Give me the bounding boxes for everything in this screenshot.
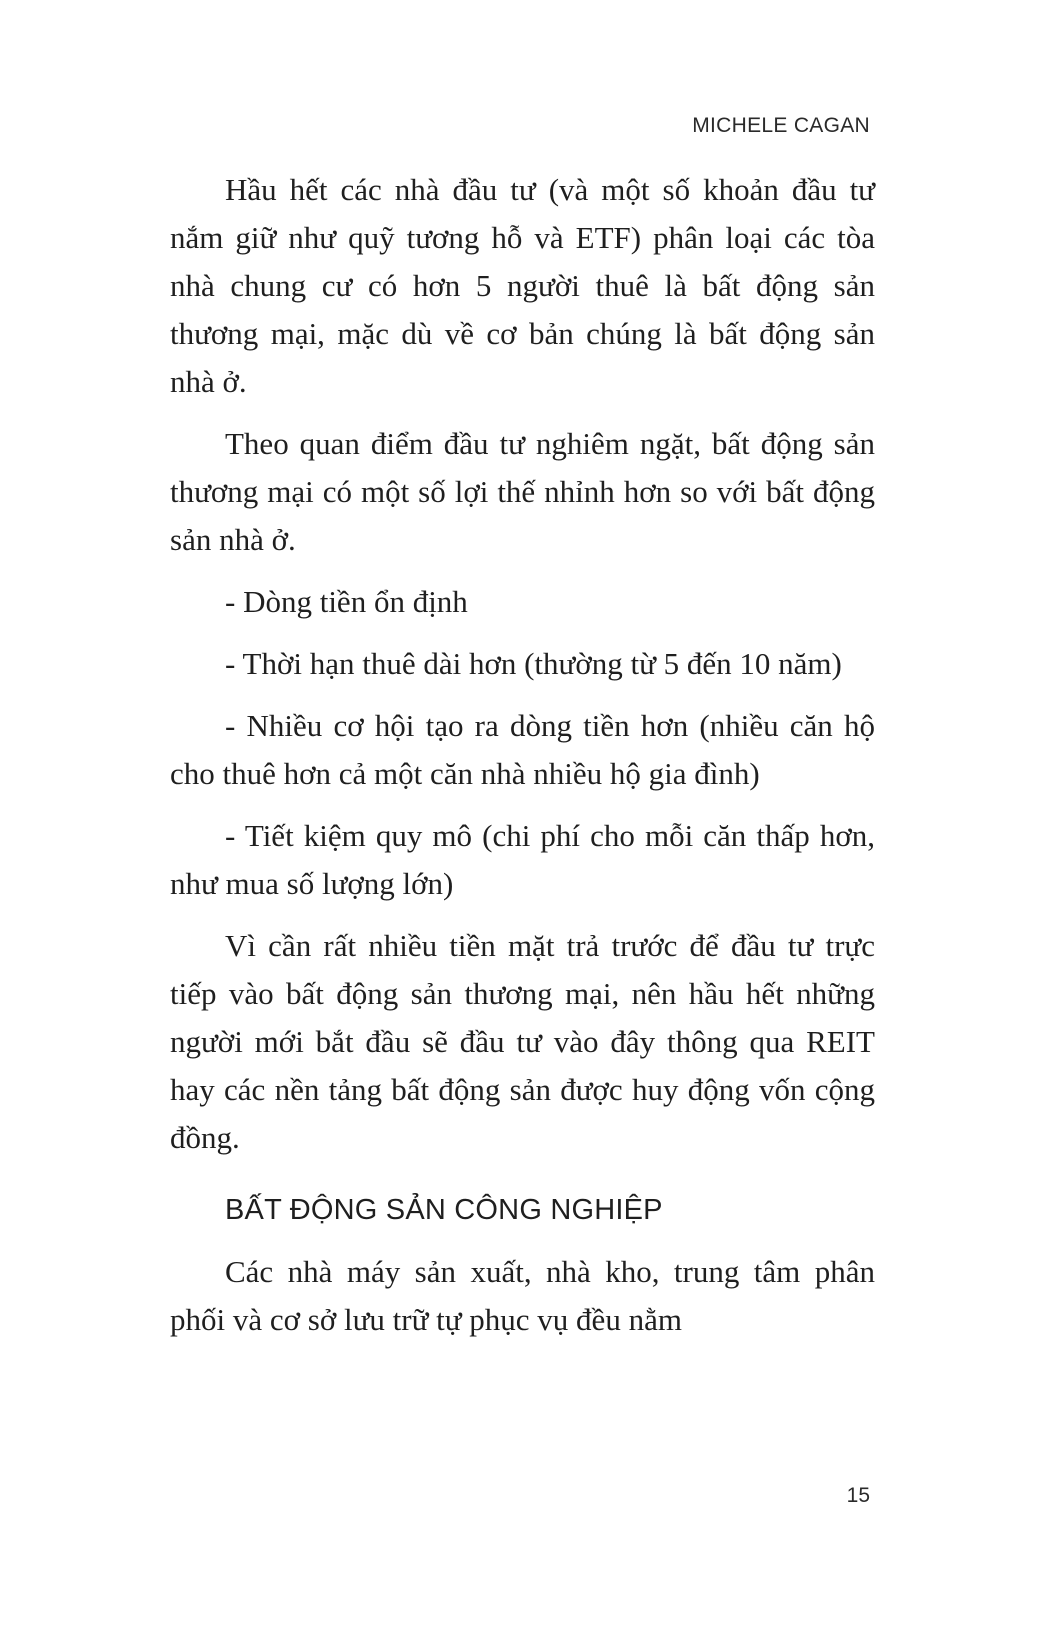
- paragraph: Các nhà máy sản xuất, nhà kho, trung tâm phân phối và cơ sở lưu trữ tự phục vụ đều nằm: [170, 1254, 875, 1337]
- section-heading: BẤT ĐỘNG SẢN CÔNG NGHIỆP: [225, 1194, 663, 1226]
- page-number: 15: [846, 1484, 870, 1507]
- list-item: - Nhiều cơ hội tạo ra dòng tiền hơn (nhiều căn hộ cho thuê hơn cả một căn nhà nhiều hộ gia đình): [170, 708, 875, 791]
- list-item: - Dòng tiền ổn định: [225, 584, 468, 619]
- paragraph: Vì cần rất nhiều tiền mặt trả trước để đầu tư trực tiếp vào bất động sản thương mại, nên hầu hết những người mới bắt đầu sẽ đầu tư vào đây thông qua REIT hay các nền tảng bất động sản được huy động vốn cộng đồng.: [170, 928, 875, 1155]
- list-item: - Thời hạn thuê dài hơn (thường từ 5 đến 10 năm): [225, 646, 842, 681]
- paragraph: Theo quan điểm đầu tư nghiêm ngặt, bất động sản thương mại có một số lợi thế nhỉnh hơn so với bất động sản nhà ở.: [170, 426, 875, 557]
- list-item: - Tiết kiệm quy mô (chi phí cho mỗi căn thấp hơn, như mua số lượng lớn): [170, 818, 875, 901]
- page-body: [170, 166, 875, 1358]
- running-head-author: MICHELE CAGAN: [692, 114, 870, 137]
- paragraph: Hầu hết các nhà đầu tư (và một số khoản đầu tư nắm giữ như quỹ tương hỗ và ETF) phân loại các tòa nhà chung cư có hơn 5 người thuê là bất động sản thương mại, mặc dù về cơ bản chúng là bất động sản nhà ở.: [170, 172, 875, 399]
